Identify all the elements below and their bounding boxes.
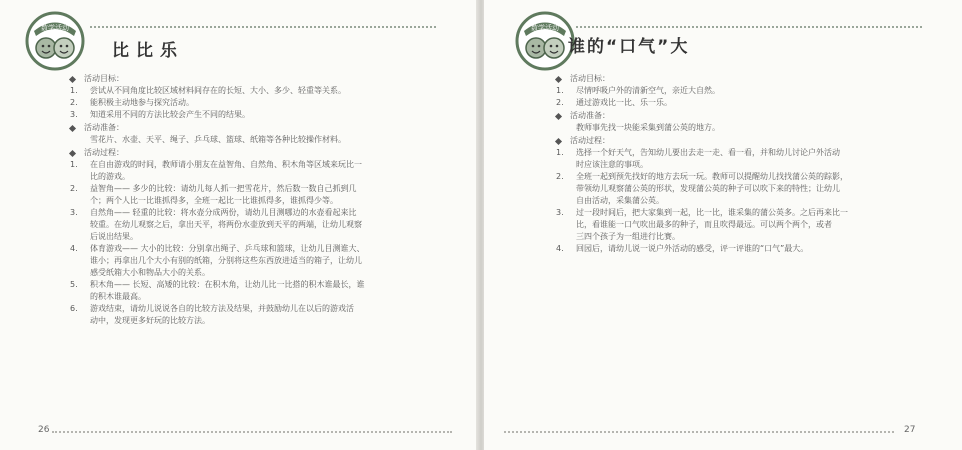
svg-text:数学活动: 数学活动	[531, 24, 559, 32]
item-text	[90, 109, 408, 121]
item-text	[576, 147, 894, 171]
text-line: 能积极主动地参与探究活动。	[90, 98, 194, 107]
item-text	[90, 134, 408, 146]
text-line: 教师事先找一块能采集到蒲公英的地方。	[576, 123, 720, 132]
section-heading-text: 活动准备：	[84, 123, 124, 132]
item-number: 1.	[556, 86, 564, 95]
text-line: 选择一个好天气，告知幼儿要出去走一走、看一看，并和幼儿讨论户外活动	[576, 148, 840, 157]
text-line: 尽情呼吸户外的清新空气，亲近大自然。	[576, 86, 720, 95]
text-line: 感受纸箱大小和物品大小的关系。	[90, 268, 210, 277]
item-text	[576, 97, 894, 109]
section-heading	[554, 110, 894, 122]
text-line: 比的游戏。	[90, 172, 130, 181]
item-number	[68, 134, 90, 146]
item-text	[90, 85, 408, 97]
list-item	[554, 171, 894, 207]
item-number: 3.	[70, 110, 78, 119]
list-item	[68, 303, 408, 327]
list-item	[68, 159, 408, 183]
item-text	[576, 207, 894, 243]
section-heading-text: 活动目标：	[570, 74, 610, 83]
page-title: 谁的“口气”大	[568, 37, 690, 57]
item-text	[90, 243, 408, 279]
right-content	[554, 72, 894, 255]
item-number: 1.	[70, 160, 78, 169]
section-heading-text: 活动过程：	[84, 148, 124, 157]
section-heading	[554, 135, 894, 147]
item-number: 1.	[556, 148, 564, 157]
left-page	[0, 0, 478, 450]
list-item	[554, 207, 894, 243]
text-line: 过一段时间后，把大家集到一起，比一比，谁采集的蒲公英多。之后再来比一	[576, 208, 848, 217]
item-text	[90, 183, 408, 207]
top-dotted-rule	[90, 26, 436, 28]
top-dotted-rule	[576, 26, 922, 28]
list-item	[68, 85, 408, 97]
text-line: 通过游戏比一比、乐一乐。	[576, 98, 672, 107]
page-title: 比比乐	[112, 41, 184, 61]
item-text	[576, 171, 894, 207]
item-number	[554, 122, 576, 134]
list-item	[68, 134, 408, 146]
diamond-bullet-icon	[555, 75, 562, 82]
section-heading	[68, 122, 408, 134]
text-line: 后说出结果。	[90, 232, 138, 241]
diamond-bullet-icon	[69, 124, 76, 131]
item-text	[90, 207, 408, 243]
page-number: 27	[904, 425, 916, 435]
text-line: 尝试从不同角度比较区域材料间存在的长短、大小、多少、轻重等关系。	[90, 86, 346, 95]
diamond-bullet-icon	[69, 75, 76, 82]
item-number: 4.	[556, 244, 564, 253]
item-text	[90, 303, 408, 327]
item-text	[576, 243, 894, 255]
item-text	[576, 122, 894, 134]
text-line: 较重。在幼儿观察之后，拿出天平，将两份水壶放到天平的两端，让幼儿观察	[90, 220, 362, 229]
text-line: 回园后，请幼儿说一说户外活动的感受，评一评谁的“口气”最大。	[576, 244, 809, 253]
item-number: 3.	[70, 208, 78, 217]
section-heading	[68, 73, 408, 85]
bottom-dotted-rule	[52, 431, 452, 433]
item-number: 2.	[70, 98, 78, 107]
text-line: 动中，发现更多好玩的比较方法。	[90, 316, 210, 325]
item-number: 2.	[556, 98, 564, 107]
page-number: 26	[38, 425, 50, 435]
list-item	[68, 279, 408, 303]
svg-text:数学活动: 数学活动	[41, 24, 69, 32]
item-text	[90, 159, 408, 183]
section-heading	[554, 73, 894, 85]
item-number: 3.	[556, 208, 564, 217]
item-number: 5.	[70, 280, 78, 289]
section-heading-text: 活动过程：	[570, 136, 610, 145]
item-number: 4.	[70, 244, 78, 253]
text-line: 全班一起到预先找好的地方去玩一玩。教师可以提醒幼儿找找蒲公英的踪影，	[576, 172, 848, 181]
item-number: 2.	[556, 172, 564, 181]
list-item	[68, 243, 408, 279]
list-item	[554, 97, 894, 109]
text-line: 谁小；再拿出几个大小有别的纸箱，分别将这些东西放进适当的箱子，让幼儿	[90, 256, 362, 265]
item-text	[576, 85, 894, 97]
list-item	[554, 243, 894, 255]
list-item	[68, 109, 408, 121]
text-line: 雪花片、水壶、天平、绳子、乒乓球、篮球、纸箱等各种比较操作材料。	[90, 135, 346, 144]
diamond-bullet-icon	[555, 137, 562, 144]
item-text	[90, 279, 408, 303]
item-number: 1.	[70, 86, 78, 95]
list-item	[554, 85, 894, 97]
text-line: 三四个孩子为一组进行比赛。	[576, 232, 680, 241]
list-item	[68, 183, 408, 207]
text-line: 时应该注意的事项。	[576, 160, 648, 169]
left-content	[68, 72, 408, 327]
list-item	[554, 147, 894, 171]
text-line: 体育游戏—— 大小的比较：分别拿出绳子、乒乓球和篮球，让幼儿目测谁大、	[90, 244, 365, 253]
text-line: 自然角—— 轻重的比较：将水壶分成两份，请幼儿目测哪边的水壶看起来比	[90, 208, 357, 217]
list-item	[554, 122, 894, 134]
text-line: 比，看谁能一口气吹出最多的种子，而且吹得最远。可以两个两个，或者	[576, 220, 832, 229]
bottom-dotted-rule	[504, 431, 894, 433]
text-line: 知道采用不同的方法比较会产生不同的结果。	[90, 110, 250, 119]
text-line: 的积木谁最高。	[90, 292, 146, 301]
item-text	[90, 97, 408, 109]
list-item	[68, 207, 408, 243]
section-heading-text: 活动准备：	[570, 111, 610, 120]
text-line: 带领幼儿观察蒲公英的形状，发现蒲公英的种子可以吹下来的特性；让幼儿	[576, 184, 840, 193]
item-number: 2.	[70, 184, 78, 193]
list-item	[68, 97, 408, 109]
section-heading-text: 活动目标：	[84, 74, 124, 83]
text-line: 在自由游戏的时间，教师请小朋友在益智角、自然角、积木角等区域来玩比一	[90, 160, 362, 169]
section-heading	[68, 147, 408, 159]
text-line: 游戏结束，请幼儿说说各自的比较方法及结果，并鼓励幼儿在以后的游戏活	[90, 304, 354, 313]
text-line: 益智角—— 多少的比较：请幼儿每人抓一把雪花片，然后数一数自己抓到几	[90, 184, 357, 193]
diamond-bullet-icon	[69, 149, 76, 156]
activity-logo-icon	[24, 10, 86, 72]
text-line: 自由活动，采集蒲公英。	[576, 196, 664, 205]
text-line: 个；两个人比一比谁抓得多，全班一起比一比谁抓得多，谁抓得少等。	[90, 196, 338, 205]
item-number: 6.	[70, 304, 78, 313]
right-page	[484, 0, 962, 450]
activity-logo-icon	[514, 10, 576, 72]
diamond-bullet-icon	[555, 112, 562, 119]
text-line: 积木角—— 长短、高矮的比较：在积木角，让幼儿比一比搭的积木谁最长，谁	[90, 280, 365, 289]
